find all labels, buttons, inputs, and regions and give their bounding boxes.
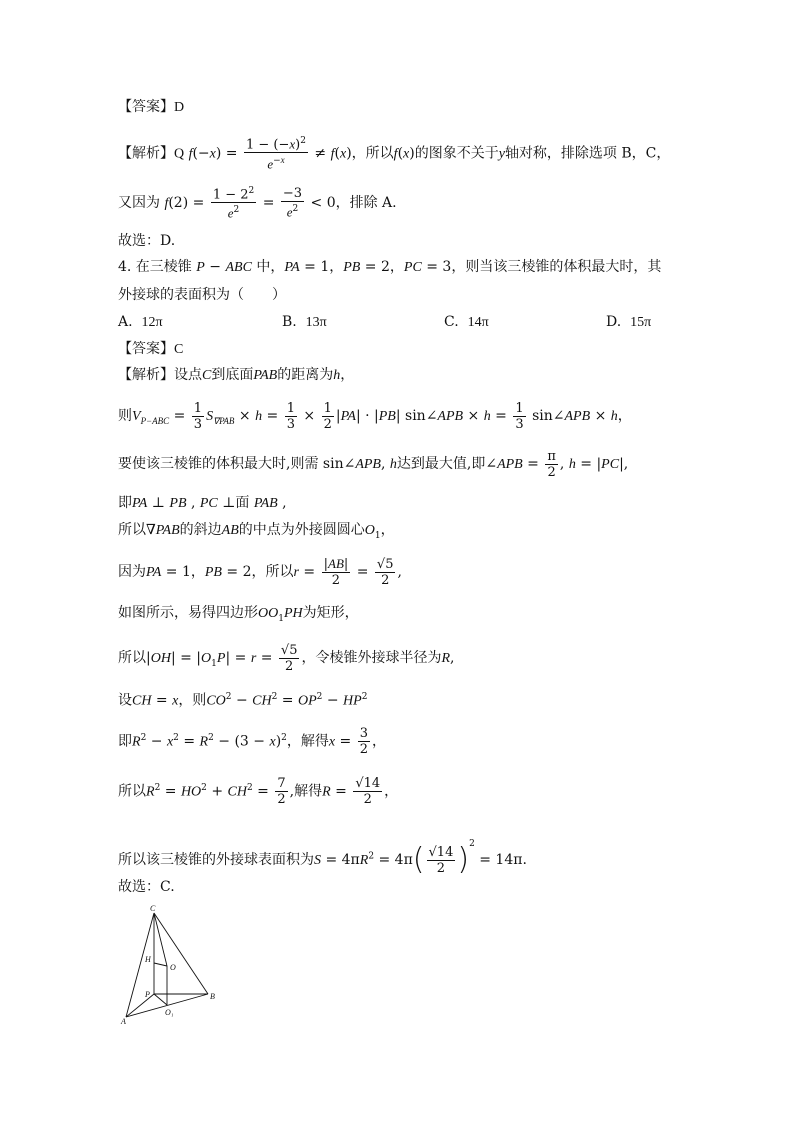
analysis-4-max: 要使该三棱锥的体积最大时,则需 sin∠APB, h达到最大值,即∠APB = $\frac{\pi}{2}$ , h = |PC|, — [118, 448, 629, 480]
fraction: $\frac{√5}{2}$ — [376, 556, 394, 588]
analysis-3-line1: 【解析】Q f(−x) = $\frac{1 - (-x)^2}{e^{-x}}$ ≠ f(x)，所以f(x)的图象不关于y轴对称，排除选项 B，C， — [118, 136, 671, 172]
text: 达到最大值,即 — [396, 456, 486, 472]
label-h: H — [145, 955, 151, 964]
fraction: $\frac{1 - (-x)^2}{e^{-x}}$ — [245, 136, 306, 172]
text: 轴对称，排除选项 B，C， — [504, 145, 671, 162]
answer-value: D — [174, 100, 185, 115]
analysis-4-solve-x: 即$R^2 - x^2 = R^2 - (3 - x)^2$，解得x = $\frac{3}{2}$ ， — [118, 726, 387, 758]
text: ，排除 A. — [335, 194, 397, 211]
analysis-label: 【解析】 — [118, 145, 174, 162]
analysis-3-conclusion: 故选：D. — [118, 233, 176, 249]
fraction: $\frac{1 - 2^2}{e^2}$ — [212, 186, 255, 221]
text: 设点 — [174, 367, 202, 383]
answer-4-line — [118, 340, 183, 359]
text: ，解得 — [286, 733, 329, 750]
label-b: B — [210, 992, 215, 1001]
text: 所以 — [118, 650, 146, 666]
text: ， — [329, 259, 344, 275]
text: 中， — [256, 259, 285, 275]
edge-cb — [154, 913, 208, 994]
fraction: $\frac{1}{3}$ — [193, 400, 203, 432]
text: ，所以 — [351, 145, 394, 162]
analysis-4-line1: 【解析】设点C到底面PAB的距离为h， — [118, 367, 355, 383]
text: 因为 — [118, 564, 146, 580]
edge-ca — [126, 913, 154, 1017]
fraction: $\frac{1}{2}$ — [323, 400, 332, 432]
text: ，则当该三棱锥的体积最大时，其 — [451, 259, 662, 275]
analysis-4-area: 所以该三棱锥的外接球表面积为$S = 4\pi R^2 = 4\pi$( $\frac{√14}{2}$ )$^2$ = 14π. — [118, 839, 527, 877]
text: 的中点为外接圆圆心 — [238, 522, 365, 538]
fraction: $\frac{1}{3}$ — [286, 400, 295, 432]
option-label: B. — [282, 314, 297, 330]
answer-label: 【答案】 — [118, 99, 174, 115]
option-a[interactable] — [118, 313, 163, 332]
option-value: 12π — [141, 315, 163, 330]
option-value: 14π — [467, 315, 489, 330]
text: 到底面 — [211, 367, 254, 383]
text: 要使该三棱锥的体积最大时,则需 — [118, 456, 319, 472]
text: ,解得 — [289, 783, 323, 800]
analysis-4-solve-r: 所以$R^2 = HO^2 + CH^2$ = $\frac{7}{2}$ ,解得R = $\frac{√14}{2}$ ， — [118, 776, 399, 808]
text: 的斜边 — [179, 522, 222, 538]
text: ，则 — [178, 692, 207, 709]
text: 即 — [118, 733, 132, 750]
text: 所以 — [118, 783, 146, 800]
option-c[interactable] — [444, 313, 489, 332]
option-b[interactable] — [282, 313, 327, 332]
edge-co — [154, 913, 167, 966]
text: ， — [389, 259, 404, 275]
option-value: 13π — [305, 315, 327, 330]
fraction: $\frac{1}{3}$ — [515, 400, 524, 432]
segment-po1 — [154, 994, 167, 1005]
text: 则 — [118, 408, 132, 424]
text: ， — [340, 367, 355, 383]
label-p: P — [145, 990, 150, 999]
option-value: 15π — [630, 315, 652, 330]
label-o: O — [170, 963, 176, 972]
answer-3-line — [118, 98, 184, 117]
question-4-stem-line1: 4. 在三棱锥 P − ABC 中，PA = 1，PB = 2，PC = 3，则当该三棱锥的体积最大时，其 — [118, 259, 662, 275]
label-c: C — [150, 904, 156, 913]
fraction: $\frac{\pi}{2}$ — [547, 448, 556, 480]
analysis-4-rectangle: 如图所示，易得四边形$OO_1PH$为矩形， — [118, 605, 359, 624]
fraction: $\frac{|AB|}{2}$ — [323, 556, 349, 588]
analysis-4-volume: 则$V_{P-ABC}$ = $\frac{1}{3}$ $S_{\nabla PAB} \times h$ = $\frac{1}{3}$ × $\frac{1}{2}$ |PA| · |PB| sin∠APB × h = $\frac{1}{3}$ sin∠APB × h， — [118, 400, 632, 432]
text: 为矩形， — [302, 605, 359, 621]
text: ，所以 — [251, 564, 294, 580]
segment-ho — [154, 963, 167, 966]
text: 4. 在三棱锥 — [118, 259, 192, 275]
analysis-4-oh: 所以$|OH| = |O_1P| = r$ = $\frac{√5}{2}$ ，令棱锥外接球半径为R, — [118, 642, 455, 674]
text: 的距离为 — [277, 367, 334, 383]
option-d[interactable] — [606, 313, 651, 332]
fraction: $\frac{√14}{2}$ — [428, 844, 454, 876]
label-o1: O₁ — [165, 1008, 174, 1017]
fraction: $\frac{-3}{e^2}$ — [282, 185, 303, 219]
option-label: C. — [444, 314, 459, 330]
analysis-4-set-ch: 设CH = x，则$CO^2 - CH^2 = OP^2 - HP^2$ — [118, 692, 368, 709]
text: 又因为 — [118, 194, 160, 211]
text: ，令棱锥外接球半径为 — [301, 650, 442, 666]
analysis-4-conclusion: 故选：C. — [118, 879, 175, 895]
answer-label: 【答案】 — [118, 341, 174, 357]
text: 如图所示，易得四边形 — [118, 605, 258, 621]
analysis-label: 【解析】 — [118, 367, 174, 383]
tetrahedron-figure — [112, 900, 232, 1028]
label-a: A — [121, 1017, 126, 1026]
text: 的图象不关于 — [414, 145, 499, 162]
because-symbol: Q — [174, 146, 185, 162]
fraction: $\frac{√5}{2}$ — [280, 642, 298, 674]
analysis-4-radius-r: 因为PA = 1，PB = 2，所以r = $\frac{|AB|}{2}$ = $\frac{√5}{2}$ , — [118, 556, 402, 588]
text: 所以 — [118, 522, 146, 538]
analysis-4-perp: 即PA ⊥ PB , PC ⊥面 PAB , — [118, 495, 287, 511]
text: 设 — [118, 692, 132, 709]
option-label: D. — [606, 314, 622, 330]
option-label: A. — [118, 314, 133, 330]
fraction: $\frac{3}{2}$ — [359, 726, 369, 758]
analysis-3-line2: 又因为 f(2) = $\frac{1 - 2^2}{e^2}$ = $\frac{-3}{e^2}$ < 0，排除 A. — [118, 185, 397, 221]
text: 所以该三棱锥的外接球表面积为 — [118, 852, 314, 868]
question-4-stem-line2: 外接球的表面积为（ ） — [118, 287, 286, 303]
fraction: $\frac{√14}{2}$ — [355, 776, 381, 808]
text: 即 — [118, 495, 132, 511]
analysis-4-center: 所以∇PAB的斜边AB的中点为外接圆圆心$O_1$， — [118, 522, 395, 541]
answer-value: C — [174, 342, 184, 357]
fraction: $\frac{7}{2}$ — [277, 776, 286, 808]
